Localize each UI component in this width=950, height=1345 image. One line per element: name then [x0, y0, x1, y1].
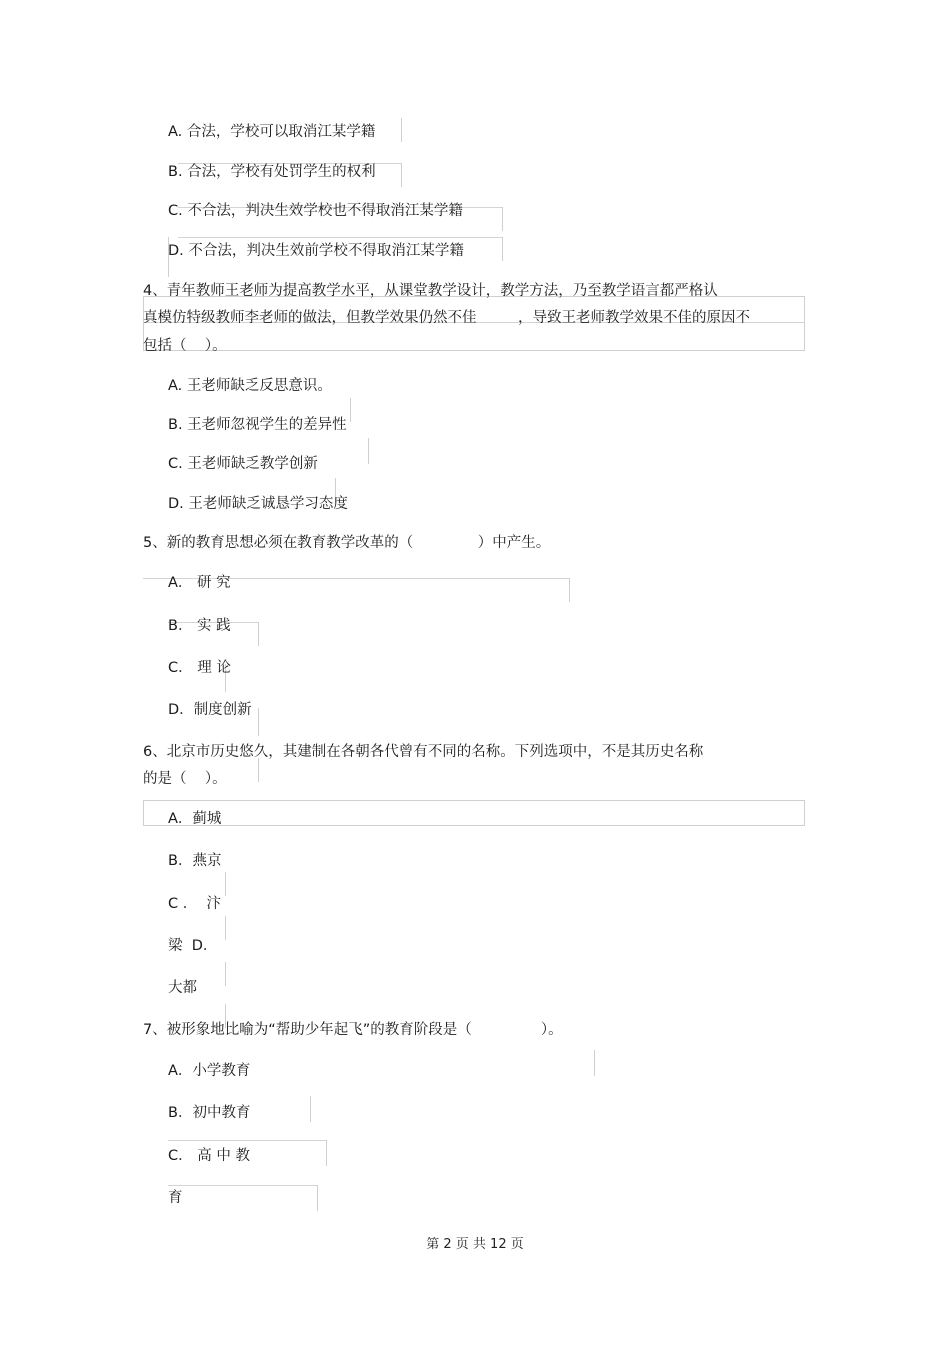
scan-rule — [401, 163, 402, 187]
q4-stem-line-1: 4、青年教师王老师为提高教学水平，从课堂教学设计，教学方法，乃至教学语言都严格认 — [143, 283, 718, 299]
q3-option-d: D. 不合法，判决生效前学校不得取消江某学籍 — [168, 243, 464, 259]
q4-option-d: D. 王老师缺乏诚恳学习态度 — [168, 496, 348, 512]
q3-option-a: A. 合法，学校可以取消江某学籍 — [168, 124, 376, 140]
scan-rule — [168, 1140, 326, 1141]
q4-option-c: C. 王老师缺乏教学创新 — [168, 456, 318, 472]
scan-rule — [502, 207, 503, 231]
q3-option-c: C. 不合法，判决生效学校也不得取消江某学籍 — [168, 203, 463, 219]
q4-stem-line-2: 真模仿特级教师李老师的做法，但教学效果仍然不佳 ，导致王老师教学效果不佳的原因不 — [143, 310, 750, 326]
scan-rule — [225, 916, 226, 940]
scan-rule — [168, 1185, 318, 1186]
scan-rule — [326, 1140, 327, 1166]
scan-rule — [502, 237, 503, 261]
scan-rule — [310, 1096, 311, 1122]
q6-stem-line-1: 6、北京市历史悠久，其建制在各朝各代曾有不同的名称。下列选项中，不是其历史名称 — [143, 744, 704, 760]
scan-rule — [350, 398, 351, 422]
scan-rule — [225, 962, 226, 986]
q5-stem-line-1: 5、新的教育思想必须在教育教学改革的（ ）中产生。 — [143, 535, 551, 551]
scan-rule — [317, 1185, 318, 1211]
q7-option-a: A．小学教育 — [168, 1063, 251, 1079]
scan-box — [143, 800, 805, 826]
q6-stem-line-2: 的是（ ）。 — [143, 771, 227, 787]
scan-rule — [178, 237, 502, 238]
q6-option-b: B．燕京 — [168, 853, 222, 869]
q4-option-b: B. 王老师忽视学生的差异性 — [168, 417, 347, 433]
scan-rule — [569, 578, 570, 602]
scan-rule — [368, 438, 369, 464]
scan-rule — [225, 872, 226, 896]
q7-option-c-line-2: 育 — [168, 1190, 183, 1206]
scan-rule — [258, 708, 259, 736]
q4-stem-line-3: 包括（ ）。 — [143, 338, 227, 354]
q5-option-b: B． 实 践 — [168, 618, 231, 634]
q5-option-d: D．制度创新 — [168, 702, 252, 718]
scan-rule — [258, 622, 259, 646]
q6-option-d-line-1: 梁 D． — [168, 938, 218, 954]
scan-rule — [594, 1050, 595, 1076]
q7-option-c-line-1: C． 高 中 教 — [168, 1148, 250, 1164]
page-footer: 第 2 页 共 12 页 — [426, 1237, 524, 1252]
q4-option-a: A. 王老师缺乏反思意识。 — [168, 378, 332, 394]
scan-rule — [401, 118, 402, 142]
q5-option-c: C． 理 论 — [168, 660, 231, 676]
q7-option-b: B．初中教育 — [168, 1105, 251, 1121]
q3-option-b: B. 合法，学校有处罚学生的权利 — [168, 164, 376, 180]
q5-option-a: A． 研 究 — [168, 575, 231, 591]
q6-option-a: A．蓟城 — [168, 811, 222, 827]
q6-option-d-line-2: 大都 — [168, 980, 197, 996]
q7-stem-line-1: 7、被形象地比喻为“帮助少年起飞”的教育阶段是（ ）。 — [143, 1022, 563, 1038]
q6-option-c: C ． 汴 — [168, 896, 221, 912]
